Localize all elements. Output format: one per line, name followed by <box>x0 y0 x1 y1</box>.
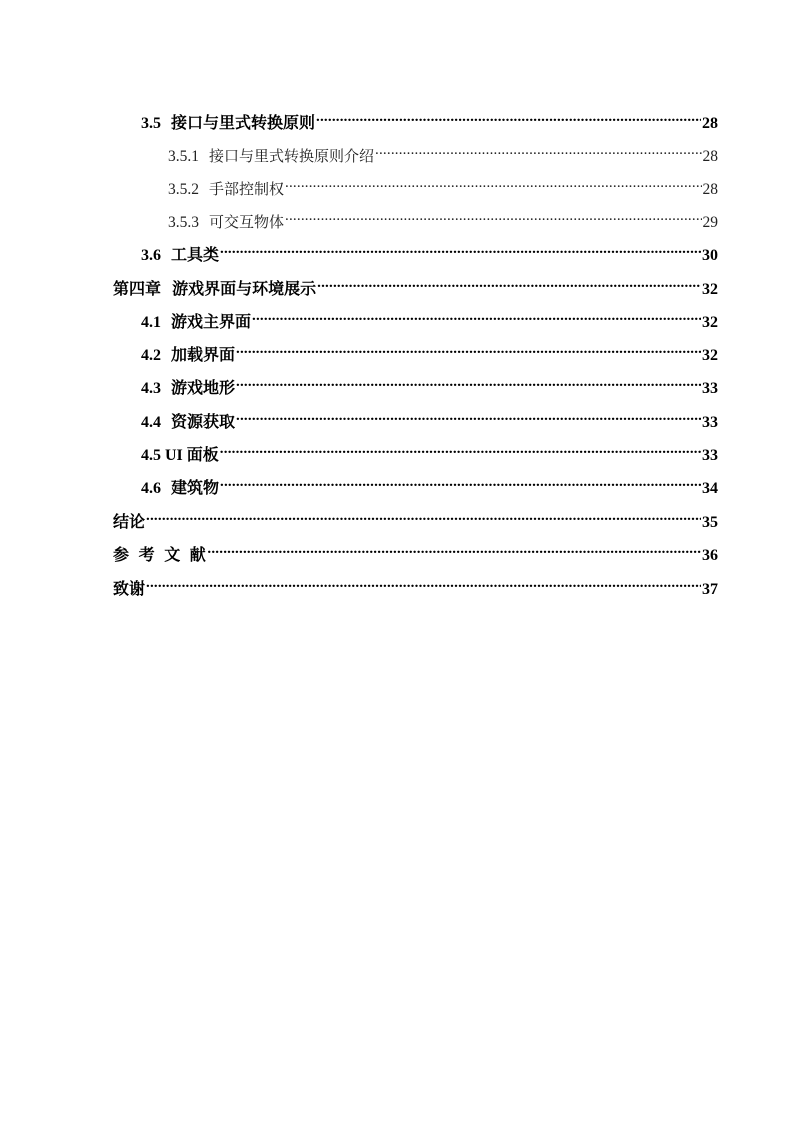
toc-entry-page: 32 <box>702 281 718 298</box>
toc-entry-page: 32 <box>702 314 718 331</box>
toc-dot-leader <box>252 305 701 327</box>
toc-dot-leader <box>146 505 701 527</box>
toc-entry-number: 4.5 <box>141 447 161 464</box>
toc-entry-title: 建筑物 <box>171 478 220 497</box>
toc-dot-leader <box>220 238 701 260</box>
toc-entry-title: 手部控制权 <box>209 180 285 198</box>
toc-entry-3-5[interactable] <box>141 106 718 132</box>
toc-entry-page: 33 <box>702 380 718 397</box>
toc-entry-4-4[interactable] <box>141 405 718 431</box>
toc-entry-title: 资源获取 <box>171 412 236 431</box>
toc-entry-title: 结论 <box>113 512 146 531</box>
toc-entry-title: 参考文献 <box>113 545 216 564</box>
toc-entry-title: 第四章 游戏界面与环境展示 <box>113 279 317 298</box>
toc-entry-number: 4.3 <box>141 380 161 397</box>
toc-entry-number: 4.6 <box>141 480 161 497</box>
toc-dot-leader <box>285 205 701 227</box>
toc-entry-page: 33 <box>702 414 718 431</box>
toc-entry-3-6[interactable] <box>141 238 718 264</box>
toc-entry-number: 3.6 <box>141 247 161 264</box>
toc-entry-4-1[interactable] <box>141 305 718 331</box>
toc-entry-title: 游戏主界面 <box>171 312 252 331</box>
toc-entry-number: 4.2 <box>141 347 161 364</box>
toc-dot-leader <box>220 471 701 493</box>
toc-entry-page: 28 <box>702 181 718 198</box>
toc-entry-title: 接口与里式转换原则 <box>171 113 316 132</box>
toc-entry-page: 32 <box>702 347 718 364</box>
toc-dot-leader <box>236 405 701 427</box>
toc-entry-3-5-3[interactable] <box>168 205 718 231</box>
toc-dot-leader <box>236 338 701 360</box>
toc-dot-leader <box>236 371 701 393</box>
toc-entry-number: 3.5.1 <box>168 148 199 165</box>
toc-entry-4-2[interactable] <box>141 338 718 364</box>
toc-entry-page: 28 <box>702 148 718 165</box>
toc-entry-3-5-1[interactable] <box>168 139 718 165</box>
toc-entry-page: 29 <box>702 214 718 231</box>
toc-entry-page: 33 <box>702 447 718 464</box>
toc-dot-leader <box>316 106 701 128</box>
toc-entry-page: 35 <box>702 514 718 531</box>
toc-entry-title: 致谢 <box>113 579 146 598</box>
toc-dot-leader <box>375 139 701 161</box>
toc-entry-number: 3.5.3 <box>168 214 199 231</box>
toc-entry-4-5[interactable] <box>141 438 718 464</box>
toc-entry-number: 3.5.2 <box>168 181 199 198</box>
toc-entry-references[interactable] <box>113 538 718 564</box>
toc-entry-title: UI 面板 <box>165 447 219 464</box>
toc-entry-page: 34 <box>702 480 718 497</box>
toc-entry-conclusion[interactable] <box>113 505 718 531</box>
toc-entry-number: 4.1 <box>141 314 161 331</box>
toc-entry-page: 36 <box>702 547 718 564</box>
toc-entry-chapter-4[interactable] <box>113 272 718 298</box>
toc-entry-page: 30 <box>702 247 718 264</box>
toc-dot-leader <box>285 172 701 194</box>
toc-entry-title: 接口与里式转换原则介绍 <box>209 147 375 165</box>
toc-dot-leader <box>220 438 701 460</box>
toc-entry-title: 可交互物体 <box>209 213 285 231</box>
toc-dot-leader <box>207 538 701 560</box>
toc-entry-page: 37 <box>702 581 718 598</box>
toc-entry-title: 游戏地形 <box>171 378 236 397</box>
toc-entry-number: 3.5 <box>141 115 161 132</box>
toc-entry-title: 加载界面 <box>171 345 236 364</box>
toc-dot-leader <box>146 572 701 594</box>
toc-entry-4-6[interactable] <box>141 471 718 497</box>
toc-entry-number: 4.4 <box>141 414 161 431</box>
toc-entry-page: 28 <box>702 115 718 132</box>
toc-entry-acknowledgements[interactable] <box>113 572 718 598</box>
toc-entry-3-5-2[interactable] <box>168 172 718 198</box>
toc-dot-leader <box>317 272 701 294</box>
toc-entry-4-3[interactable] <box>141 371 718 397</box>
toc-entry-title: 工具类 <box>171 245 220 264</box>
